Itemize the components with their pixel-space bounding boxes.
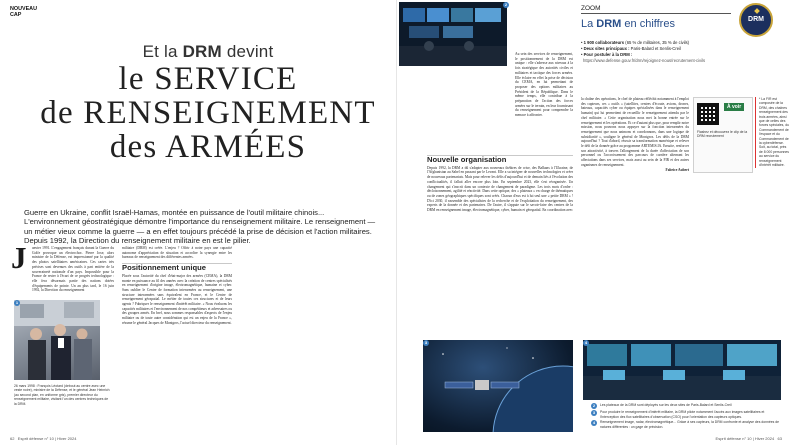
photo-satellite [423, 340, 573, 432]
chiffres-post: en chiffres [621, 18, 675, 30]
photo2-marker: 2 [504, 2, 508, 7]
drm-logo [739, 3, 773, 37]
legend-text-2: Les plateaux de la DRM sont déployés sur les deux sites de Paris-Balard et Senlis-Creil [600, 403, 732, 407]
legend-item-3 [591, 410, 781, 419]
article-col2-bottom: Placée sous l'autorité du chef d'état-major des armées (CEMA), la DRM monte en puissance au fil des années avec la création de centres spécialisés en renseignement d'origine image, électromagnétique, humaine et cyber. Sans oublier le Centre de formation interarmées au renseignement, une structure interarmées sans équivalent en France, et le Centre de renseignement géospatial. Le métier de toutes ces structures et de leurs agents ? Fabriquer le renseignement d'intérêt militaire. « Nous évaluons les capacités militaires et l'environnement de nos compétiteurs et adversaires ou des groupes armés. En bref, nous sommes responsables d'aspects de l'enjeu militaire ou de toute autre considération qui est un enjeu de la France », résume le général Jacques de Montgros, l'actuel directeur du renseignement. [122, 273, 232, 325]
photo-visit-illustration [14, 300, 100, 380]
right-page-number: 63 [777, 436, 782, 441]
article-column-4 [581, 97, 689, 337]
photo-operations-room [399, 2, 507, 66]
photo1-caption: 26 mars 1998 : François Léotard (debout au centre avec une veste noire), ministre de la Défense, et le général Jean Heinrich (au second plan, en uniforme gris), premier directeur du renseignement militaire, visitant l'un des centres techniques de la DRM. [14, 384, 110, 406]
right-page [396, 0, 792, 445]
legend-marker-4: 4 [592, 420, 596, 426]
heading-positionnement: Positionnement unique [122, 263, 232, 271]
article-col3-bottom: Depuis 1992, la DRM a dû s'adapter aux nouveaux théâtres de crise, des Balkans à l'Ukraine, de l'Afghanistan au Sahel en passant par le Levant. Elle a su intégrer de nouvelles technologies et créer de nouveaux partenariats. Mais pour relever les défis d'aujourd'hui et de demain liés à l'évolution des conflictualités, il fallait aller encore plus loin. En septembre 2023, elle s'est réorganisée. Un changement qui s'inscrit dans un contexte de changement de paradigme. Les trois mots d'ordre : décloisonnement, agilité et réactivité. Dans cette optique, des « plateaux » en charge de thématiques ou de zones géographiques spécifiques sont créés. Chacun d'eux est à lui seul une « petite DRM » ! D'ici 2030, il rassemble des spécialistes de la recherche et de l'exploitation du renseignement, des experts de la donnée et des partenaires. De l'autre, il s'appuie sur le savoir-faire des centres de la DRM en renseignement image, électromagnétique, cyber, humain et géospatial. En coordination avec [427, 165, 573, 213]
fact2-label: Deux sites principaux : [583, 46, 630, 51]
legend-item-4 [591, 420, 781, 429]
fact1-label: 1 900 collaborateurs [583, 40, 625, 45]
legend-item-2 [591, 403, 781, 409]
chiffres-brand: DRM [596, 18, 622, 30]
chiffres-pre: La [581, 18, 597, 30]
heading-nouvelle-organisation: Nouvelle organisation [427, 155, 573, 163]
legend-marker-3: 3 [592, 410, 596, 415]
operations-room-illustration [399, 2, 507, 66]
article-col1-text: anvier 1991. L'engagement français durant la Guerre du Golfe provoque un électrochoc. Pierre Joxe, alors ministre de la Défense, est impressionné par la qualité des photos satellitaires américaines. Ces cartes très précises sont devenues des outils à part entière de la souveraineté nationale d'un pays. Impossible pour la France de rester à l'écart de ce progrès technologique : elle fera désormais partie des nations dotées d'équipements de pointe. Un an plus tard, le 16 juin 1992, la Direction du renseignement [32, 246, 114, 293]
right-folio [716, 436, 782, 441]
chiffres-title [581, 18, 675, 30]
left-publication: Esprit défense n° 10 | Hiver 2024 [17, 436, 77, 441]
dropcap: J [11, 240, 27, 275]
a-voir-text: Flashez et découvrez le clip de la DRM recrutement [697, 130, 748, 139]
fact1-detail: (65 % de militaires, 35 % de civils) [624, 40, 690, 45]
legend-text-3: Pour produire le renseignement d'intérêt militaire, la DRM pilote notamment l'accès aux images satellitaires et l'interception des flux satellitaires d'observation (CSO) pour l'orientation des capteurs optiques. [600, 410, 765, 419]
section-tag: NOUVEAU CAP [10, 6, 37, 18]
fact-collaborateurs: • 1 900 collaborateurs (65 % de militaires, 35 % de civils) [581, 40, 690, 45]
article-col4-text: la chaîne des opérations, le chef de plateau réfléchit notamment à l'emploi des capteurs, ces « outils » (satellites, centres d'écoute, avions, drones, bateaux, capacités cyber ou équipes spécialisées dans le renseignement humain) qui lui permettent de recueillir le renseignement attendu par le chef militaire. « Cette organisation nous met la bonne entrée sur le renseignement et les opérations. Et ce d'autant plus que, pour remplir notre mission, nous pouvons nous appuyer sur la fonction interarmées du renseignement que nous animons et coordonnons, dans une logique de subsidiarité », souligne le général de Montgros. Les défis de la DRM aujourd'hui ? Tout d'abord, réussir sa transformation numérique et relever le défi de la donnée grâce au programme ARTEMIS.IA. Ensuite, renforcer son attractivité, à travers l'allongement de la durée d'affectation de son personnel ou l'accroissement des parcours de carrière alternant les affectations dans ses services, mais aussi au sein de la FIR et des autres organismes de renseignement. [581, 97, 689, 167]
logo-star-icon [754, 8, 760, 14]
fact-sites: • Deux sites principaux : Paris-Balard et Senlis-Creil [581, 46, 681, 51]
article-col2-top: militaire (DRM) est créée. L'enjeu ? Offrir à notre pays une capacité autonome d'appréciation de situation et accroître la synergie entre les bureaux de renseignement des différentes armées. [122, 246, 232, 260]
satellite-illustration [423, 340, 573, 432]
analysts-illustration [583, 340, 781, 400]
fact2-detail: Paris-Balard et Senlis-Creil [629, 46, 681, 51]
article-column-2 [122, 246, 232, 436]
photo4-marker: 4 [584, 340, 588, 345]
left-folio [10, 436, 76, 441]
headline-line2: le SERVICE [118, 61, 298, 97]
qr-code-icon[interactable] [697, 103, 719, 125]
article-signature: Fabrice Aubert [665, 167, 689, 172]
a-voir-label: À voir [724, 103, 744, 111]
article-col3-top: Au sein des services de renseignement, le positionnement de la DRM est unique : elle s'adresse aux niveaux à la fois stratégique des autorités civiles et militaires et tactique des forces armées. Elle éclaire en effet la prise de décision du CEMA, en lui permettant de proposer des options militaires au Président de la République. Dans le même temps, elle contribue à la préparation de l'action des forces armées sur le terrain, en leur fournissant du renseignement pour comprendre la menace à affronter. [515, 52, 573, 118]
headline-brand: DRM [182, 42, 222, 61]
a-voir-box [693, 97, 753, 173]
recruitment-link[interactable]: https://www.defense.gouv.fr/drm/rejoignez-nous/recrutement-civils [583, 58, 706, 63]
photo3-marker: 3 [424, 340, 428, 345]
article-column-3-top [515, 52, 573, 118]
fact-postuler: • Pour postuler à la DRM : [581, 52, 633, 57]
facts-list [581, 40, 781, 64]
fact3-label: Pour postuler à la DRM : [583, 52, 633, 57]
fir-footnote: * La FIR est composée de la DRM, des chaînes renseignement des trois armées, ainsi que de celles des forces spéciales, du Commandement de l'espace et du Commandement de la cyberdéfense. Soit, au total, près de 8 000 personnes au service du renseignement d'intérêt militaire. [755, 97, 789, 168]
right-publication: Esprit défense n° 10 | Hiver 2024 [715, 436, 775, 441]
headline-pre: Et la [142, 42, 183, 61]
logo-text: DRM [748, 16, 764, 23]
headline [30, 42, 386, 164]
headline-post: devint [221, 42, 274, 61]
photo-legend [591, 403, 781, 430]
headline-line4: des ARMÉES [109, 129, 307, 165]
legend-text-4: Renseignement image, radar, électromagnétique... Grâce à ses capteurs, la DRM confronte et analyse des données de natures différentes : un gage de précision. [600, 420, 780, 429]
zoom-tag: ZOOM [581, 5, 731, 14]
headline-line3: de RENSEIGNEMENT [40, 95, 376, 131]
article-column-1 [32, 246, 114, 293]
left-page-number: 62 [10, 436, 15, 441]
headline-line1 [30, 42, 386, 62]
photo1-marker: 1 [15, 300, 19, 305]
intro-paragraph: Guerre en Ukraine, conflit Israël-Hamas, montée en puissance de l'outil militaire chinois... L'environnement géostratégique démontre l'importance du renseignement militaire. Le renseignement — un métier vieux comme la guerre — a en effet toujours précédé la prise de décision et l'action militaires. Depuis 1992, la Direction du renseignement militaire en est le pilier. [24, 208, 376, 246]
legend-marker-2: 2 [592, 403, 596, 408]
photo-analysts [583, 340, 781, 400]
photo-visit [14, 300, 100, 380]
